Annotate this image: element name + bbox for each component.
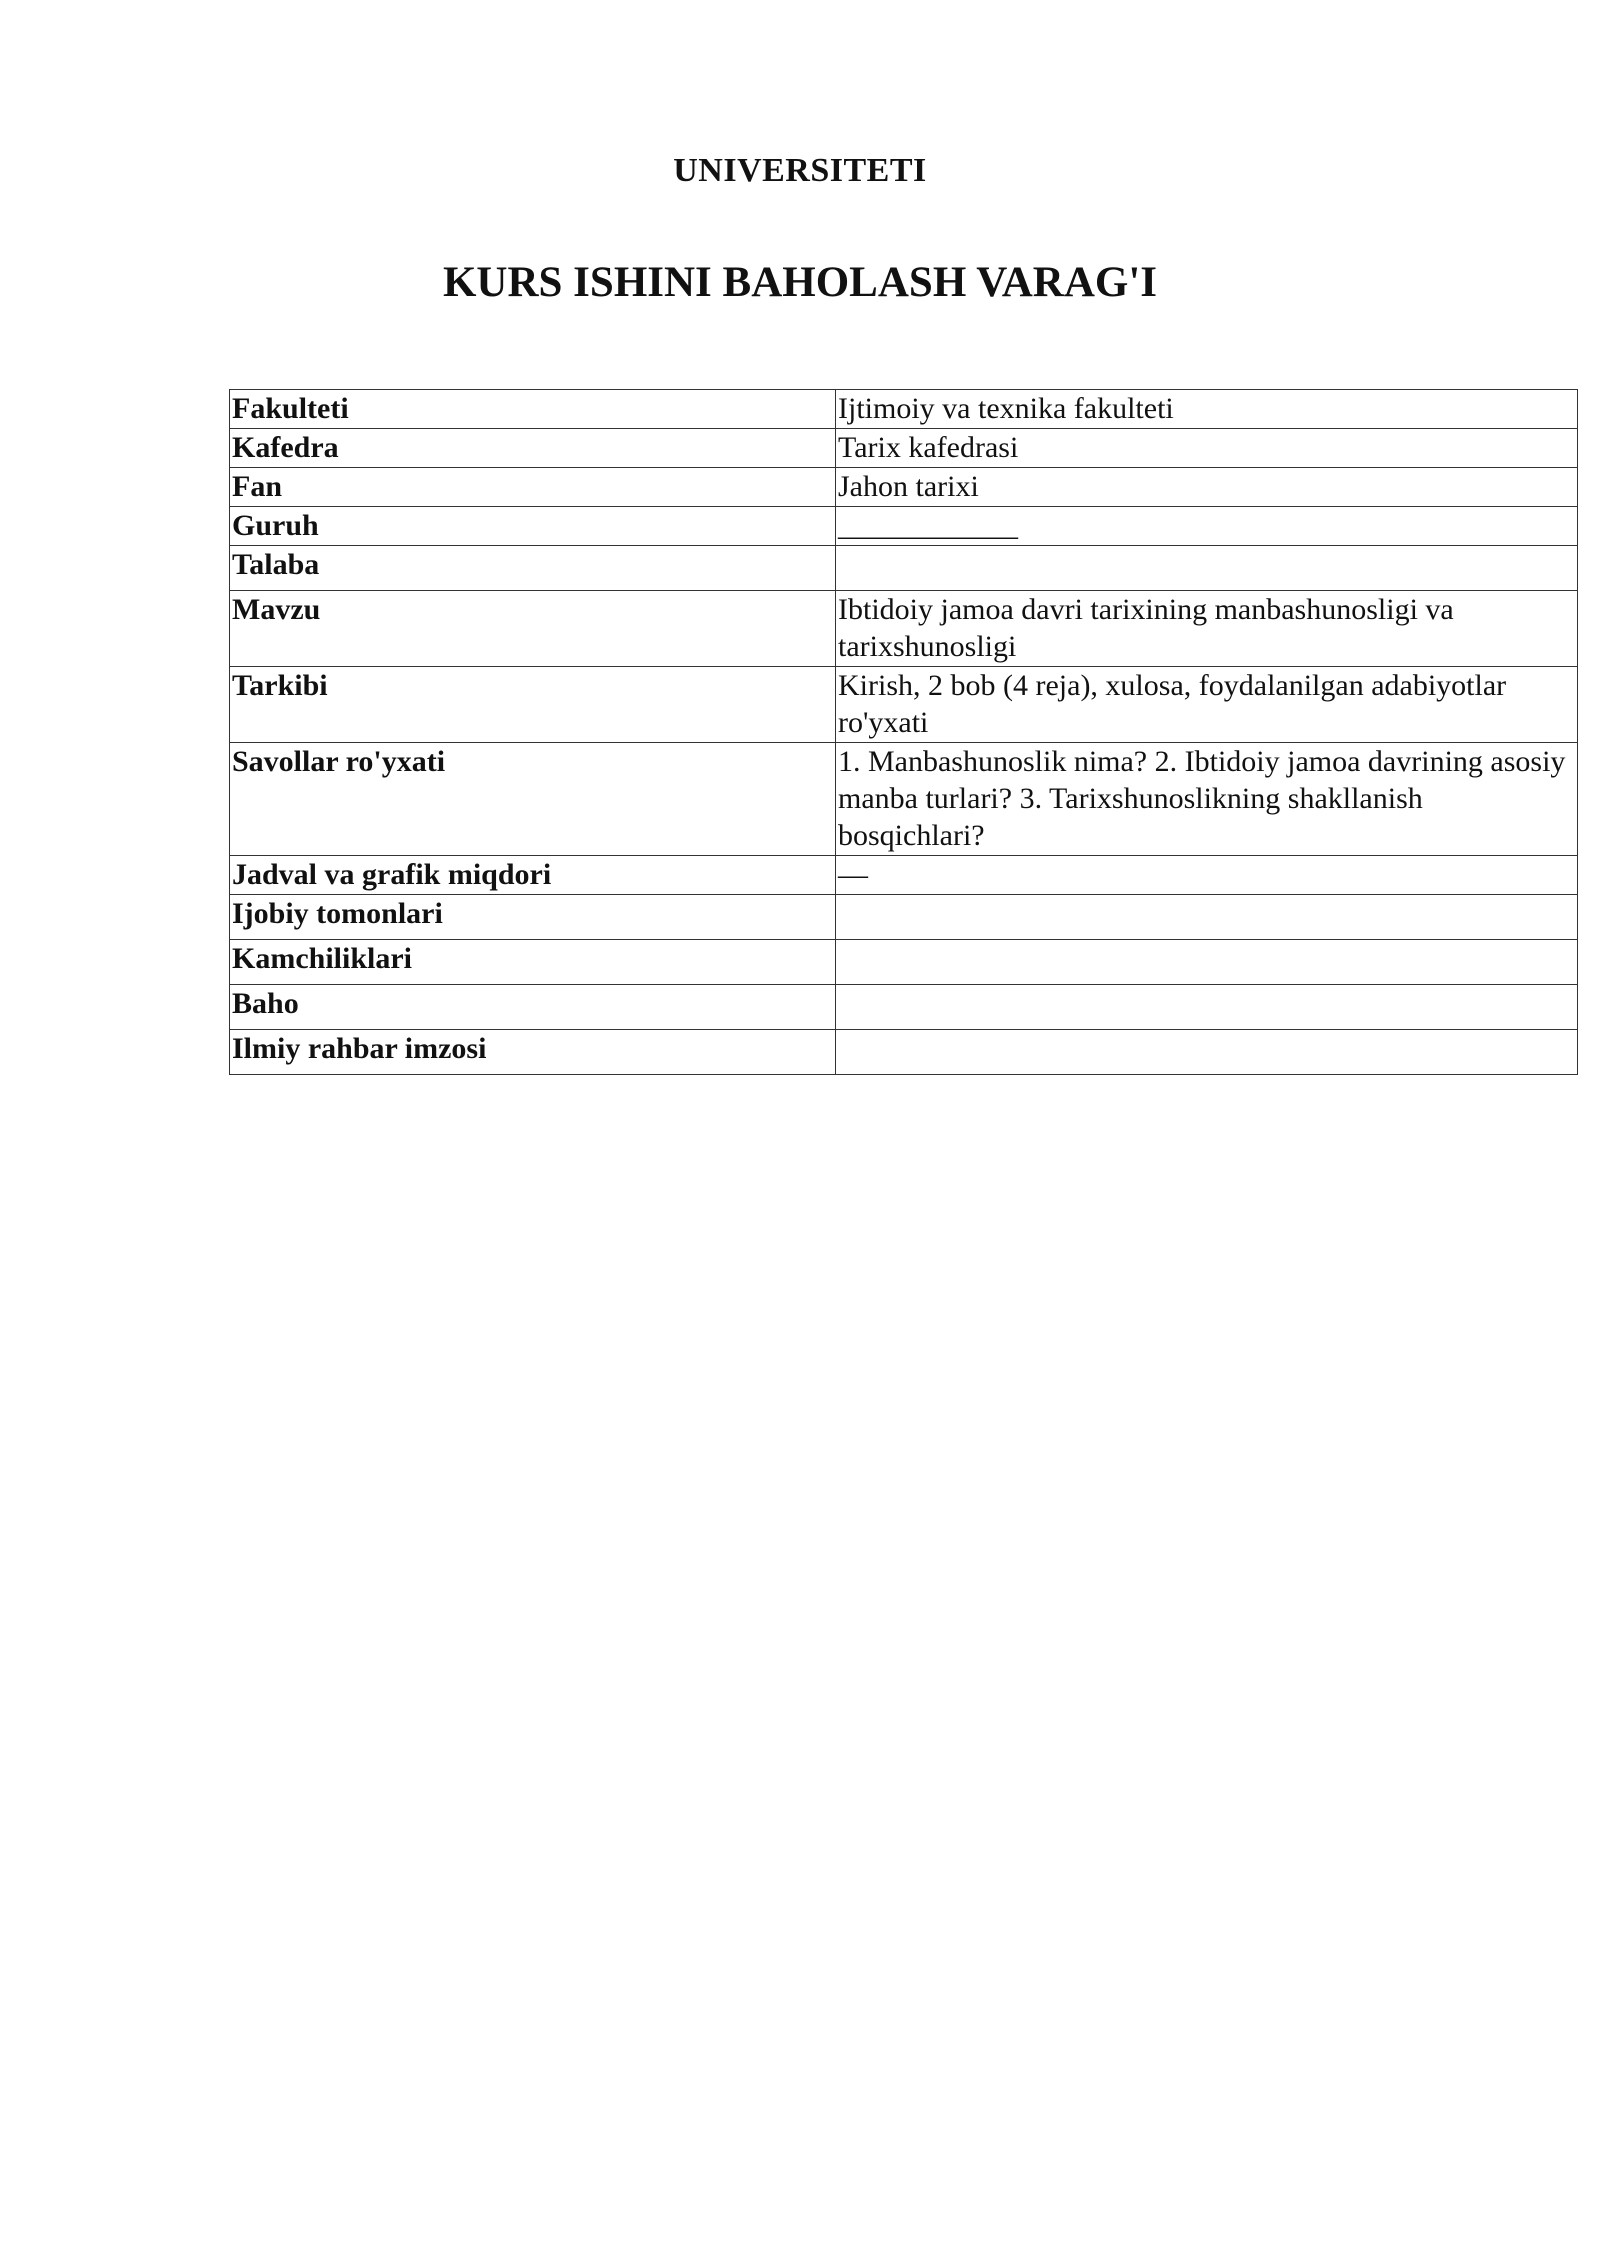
table-row-guruh [230, 507, 1578, 546]
table-row-kamchiliklari [230, 940, 1578, 985]
row-label: Guruh [230, 507, 836, 546]
table-row-mavzu [230, 591, 1578, 667]
row-value [836, 895, 1578, 940]
row-value: ____________ [836, 507, 1578, 546]
row-label: Talaba [230, 546, 836, 591]
table-row-baho [230, 985, 1578, 1030]
row-label: Tarkibi [230, 667, 836, 743]
row-value: Tarix kafedrasi [836, 429, 1578, 468]
row-value: — [836, 856, 1578, 895]
document-title: KURS ISHINI BAHOLASH VARAG'I [442, 259, 1158, 306]
row-value: 1. Manbashunoslik nima? 2. Ibtidoiy jamoa davrining asosiy manba turlari? 3. Tarixshunoslikning shakllanish bosqichlari? [836, 743, 1578, 856]
row-label: Ijobiy tomonlari [230, 895, 836, 940]
row-value: Jahon tarixi [836, 468, 1578, 507]
row-label: Jadval va grafik miqdori [230, 856, 836, 895]
table-row-ijobiy [230, 895, 1578, 940]
row-label: Fan [230, 468, 836, 507]
university-heading: UNIVERSITETI [673, 152, 927, 189]
row-label: Mavzu [230, 591, 836, 667]
table-row-jadval [230, 856, 1578, 895]
evaluation-table [229, 389, 1578, 1075]
table-row-talaba [230, 546, 1578, 591]
table-row-savollar [230, 743, 1578, 856]
table-row-fan [230, 468, 1578, 507]
row-value: Ibtidoiy jamoa davri tarixining manbashunosligi va tarixshunosligi [836, 591, 1578, 667]
row-value [836, 985, 1578, 1030]
row-value [836, 546, 1578, 591]
row-label: Fakulteti [230, 390, 836, 429]
row-label: Ilmiy rahbar imzosi [230, 1030, 836, 1075]
row-value [836, 940, 1578, 985]
row-label: Kamchiliklari [230, 940, 836, 985]
table-row-fakulteti [230, 390, 1578, 429]
row-label: Kafedra [230, 429, 836, 468]
row-label: Baho [230, 985, 836, 1030]
table-row-imzo [230, 1030, 1578, 1075]
table-row-tarkibi [230, 667, 1578, 743]
row-value: Ijtimoiy va texnika fakulteti [836, 390, 1578, 429]
row-value [836, 1030, 1578, 1075]
row-value: Kirish, 2 bob (4 reja), xulosa, foydalanilgan adabiyotlar ro'yxati [836, 667, 1578, 743]
table-row-kafedra [230, 429, 1578, 468]
row-label: Savollar ro'yxati [230, 743, 836, 856]
